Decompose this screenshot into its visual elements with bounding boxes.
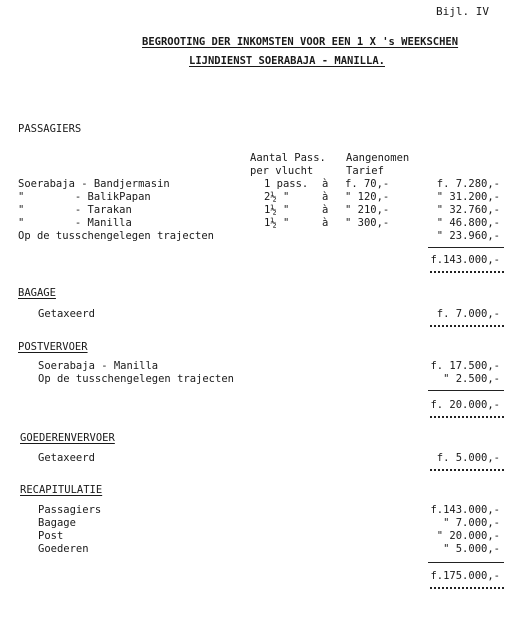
recap-row-amount: f.143.000,- [430, 504, 500, 516]
subtotal-rule [428, 247, 504, 248]
column-header-tarief-1: Aangenomen [346, 152, 410, 164]
section-heading-goederenvervoer: GOEDERENVERVOER [20, 432, 115, 444]
total-double-rule [430, 271, 504, 273]
goederen-item: Getaxeerd [38, 452, 95, 464]
total-double-rule [430, 325, 504, 327]
recapitulatie-total: f.175.000,- [430, 570, 500, 582]
total-double-rule [430, 416, 504, 418]
subtotal-rule [428, 390, 504, 391]
table-row-route: " - Tarakan [18, 204, 132, 216]
table-row-count: 2½ " [264, 191, 290, 203]
table-row-amount: " 31.200,- [436, 191, 500, 203]
total-double-rule [430, 469, 504, 471]
column-header-aantal-2: per vlucht [250, 165, 314, 177]
title-line-1: BEGROOTING DER INKOMSTEN VOOR EEN 1 X 's WEEKSCHEN [142, 36, 459, 48]
table-row-tariff: " 210,- [345, 204, 390, 216]
column-header-tarief-2: Tarief [346, 165, 384, 177]
table-row-tariff: " 300,- [345, 217, 390, 229]
title-line-2: LIJNDIENST SOERABAJA - MANILLA. [189, 55, 385, 67]
table-row-amount: " 46.800,- [436, 217, 500, 229]
recap-row-amount: " 20.000,- [436, 530, 500, 542]
recap-row-amount: " 7.000,- [443, 517, 500, 529]
recap-row-label: Bagage [38, 517, 76, 529]
table-row-at: à [322, 178, 329, 190]
table-row-at: à [322, 191, 329, 203]
table-row-count: 1½ " [264, 204, 290, 216]
table-row-at: à [322, 217, 329, 229]
annex-label: Bijl. IV [436, 5, 489, 18]
postvervoer-row-label: Op de tusschengelegen trajecten [38, 373, 234, 385]
postvervoer-total: f. 20.000,- [430, 399, 500, 411]
table-row-amount: " 23.960,- [436, 230, 500, 242]
postvervoer-row-label: Soerabaja - Manilla [38, 360, 159, 372]
table-row-route: Soerabaja - Bandjermasin [18, 178, 170, 190]
total-double-rule [430, 587, 504, 589]
section-heading-postvervoer: POSTVERVOER [18, 341, 88, 353]
table-row-amount: " 32.760,- [436, 204, 500, 216]
subtotal-rule [428, 562, 504, 563]
table-row-amount: f. 7.280,- [436, 178, 500, 190]
goederen-amount: f. 5.000,- [436, 452, 500, 464]
table-row-count: 1½ " [264, 217, 290, 229]
table-row-tariff: " 120,- [345, 191, 390, 203]
table-row-at: à [322, 204, 329, 216]
recap-row-label: Goederen [38, 543, 89, 555]
section-heading-recapitulatie: RECAPITULATIE [20, 484, 103, 496]
passagiers-total: f.143.000,- [430, 254, 500, 266]
postvervoer-row-amount: " 2.500,- [443, 373, 500, 385]
section-heading-passagiers: PASSAGIERS [18, 123, 82, 135]
recap-row-amount: " 5.000,- [443, 543, 500, 555]
table-row-tariff: f. 70,- [345, 178, 390, 190]
section-heading-bagage: BAGAGE [18, 287, 56, 299]
column-header-aantal-1: Aantal Pass. [250, 152, 326, 164]
bagage-amount: f. 7.000,- [436, 308, 500, 320]
bagage-item: Getaxeerd [38, 308, 95, 320]
postvervoer-row-amount: f. 17.500,- [430, 360, 500, 372]
table-row-route: " - Manilla [18, 217, 132, 229]
recap-row-label: Post [38, 530, 64, 542]
table-row-count: 1 pass. [264, 178, 309, 190]
recap-row-label: Passagiers [38, 504, 102, 516]
table-row-route: Op de tusschengelegen trajecten [18, 230, 214, 242]
table-row-route: " - BalikPapan [18, 191, 151, 203]
